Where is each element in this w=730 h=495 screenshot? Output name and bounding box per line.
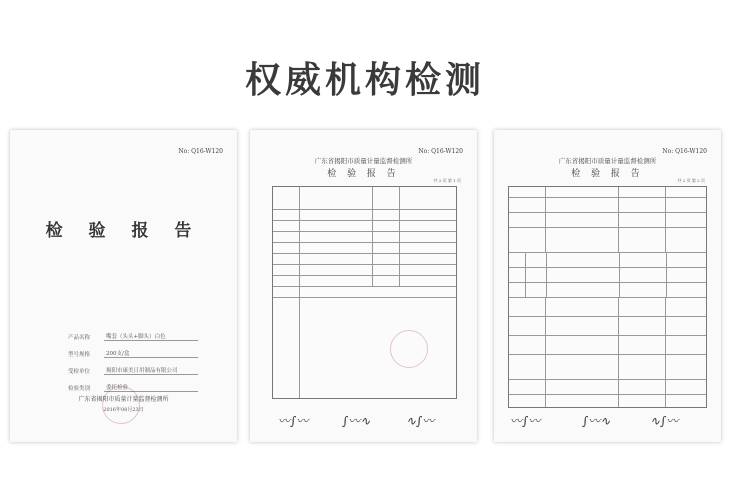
report-institute: 广东省揭阳市质量计量监督检测所 <box>314 157 413 165</box>
cover-row <box>68 341 198 358</box>
table-row <box>509 198 706 213</box>
table-row <box>509 298 706 317</box>
report-number: No: Q16-W120 <box>418 148 463 155</box>
signature-graphic: ∫〰∿ <box>582 414 611 428</box>
report-table <box>508 186 707 408</box>
report-table <box>272 186 457 399</box>
signature-graphic: ∿∫〰 <box>650 414 679 428</box>
report-number: No: Q16-W120 <box>662 148 707 155</box>
table-row <box>509 213 706 228</box>
cover-row-label: 受检单位 <box>68 369 91 375</box>
signature-graphic: ∫〰∿ <box>342 414 371 428</box>
report-page-count: 共 2 页 第 2 页 <box>677 178 705 183</box>
cover-row-label: 产品名称 <box>68 335 91 341</box>
cover-row-value: 委托检验 <box>104 383 198 392</box>
report-cover-image <box>10 130 237 442</box>
table-row <box>509 253 706 268</box>
table-row <box>273 276 456 287</box>
table-row <box>509 395 706 407</box>
report-institute: 广东省揭阳市质量计量监督检测所 <box>558 157 657 165</box>
table-row <box>509 336 706 355</box>
cover-row-label: 型号规格 <box>68 352 91 358</box>
cover-row-value: 揭阳市康美日用制品有限公司 <box>104 366 198 375</box>
cover-row-label: 检验类别 <box>68 386 91 392</box>
table-row <box>509 187 706 198</box>
cover-row-value: 嘴套（头头+脚头）白色 <box>104 332 198 341</box>
report-page-2-image <box>494 130 721 442</box>
table-row <box>509 283 706 298</box>
table-row <box>273 265 456 276</box>
cover-fields <box>68 324 198 392</box>
table-row <box>509 380 706 395</box>
cover-date: 2016年08月23日 <box>103 407 144 413</box>
report-page-count: 共 2 页 第 1 页 <box>433 178 461 183</box>
table-row <box>273 187 456 210</box>
table-row <box>273 298 456 398</box>
seal-stamp <box>102 386 140 424</box>
signature-graphic: 〰∫〰 <box>278 414 309 428</box>
table-row <box>509 228 706 253</box>
table-row <box>273 210 456 221</box>
table-row <box>273 254 456 265</box>
table-row <box>509 355 706 380</box>
table-row <box>273 221 456 232</box>
report-heading: 检 验 报 告 <box>571 169 644 179</box>
cover-row-value: 200支/盒 <box>104 349 198 358</box>
cover-title: 检 验 报 告 <box>45 221 202 241</box>
cover-row <box>68 358 198 375</box>
report-page-1-image <box>250 130 477 442</box>
cover-row <box>68 324 198 341</box>
cover-institute: 广东省揭阳市质量计量监督检测所 <box>78 396 169 403</box>
report-heading: 检 验 报 告 <box>327 169 400 179</box>
table-row <box>273 232 456 243</box>
table-row <box>509 268 706 283</box>
table-row <box>509 317 706 336</box>
signature-graphic: ∿∫〰 <box>406 414 435 428</box>
table-row <box>273 287 456 298</box>
report-number: No: Q16-W120 <box>178 148 223 155</box>
page-title: 权威机构检测 <box>244 60 485 101</box>
seal-stamp <box>390 330 428 368</box>
table-row <box>273 243 456 254</box>
signature-graphic: 〰∫〰 <box>510 414 541 428</box>
